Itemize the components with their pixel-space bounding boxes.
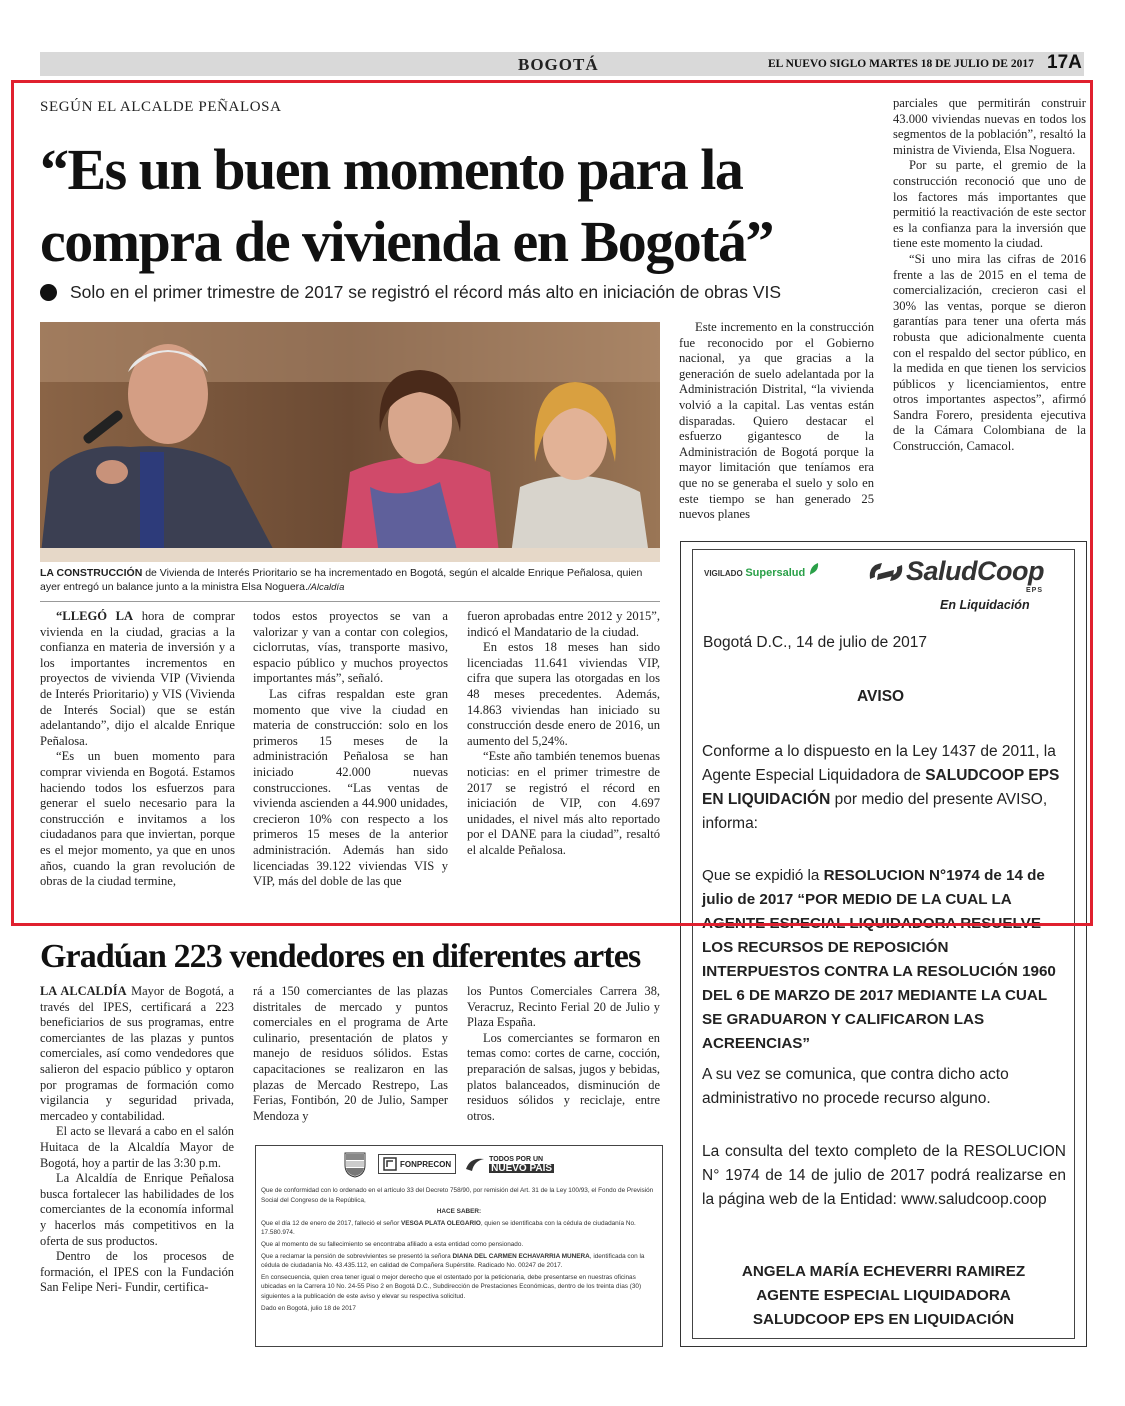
edict-p4 (261, 1252, 657, 1271)
saludcoop-eps: EPS (1026, 587, 1044, 594)
article1-lede: “LLEGÓ LA (56, 609, 134, 623)
article1-col3-p2: En estos 18 meses han sido licenciadas 11.641 viviendas VIP, cifra que supera las otorgadas en los 48 meses precedentes. Además, 14.863 viviendas han iniciado su construcción desde enero de 2016, un aumento del 5,24%. (467, 640, 660, 748)
saludcoop-subtitle: En Liquidación (940, 598, 1030, 612)
lead-text: Solo en el primer trimestre de 2017 se registró el récord más alto en iniciación de obras VIS (70, 282, 782, 302)
edict-p2-b: VESGA PLATA OLEGARIO (400, 1219, 481, 1227)
nuevo-pais-bottom: NUEVO PAÍS (491, 1163, 553, 1174)
edict-p4-c: , identificada con la cédula de ciudadanía No. 43.435.112, en calidad de Compañera Supérstite. Radicado No. 00247 de 2017. (261, 1252, 645, 1270)
article1-col3-p3: “Este año también tenemos buenas noticias: en el primer trimestre de 2017 se registró el récord en iniciación de VIP, con 4.697 unidades, el nivel más alto reportado por el DANE para la ciudad”, resaltó el alcalde Peñalosa. (467, 749, 660, 857)
article1-column-5 (893, 96, 1086, 455)
article1-col1-p1: hora de comprar vivienda en la ciudad, gracias a la confianza en materia de inversión y a los importantes incrementos en proyectos de vivienda VIP (Vivienda de Interés Prioritario) y VIS (Vivienda de Interés Social) que se están adelantando”, dijo el alcalde Enrique Peñalosa. (40, 609, 236, 748)
vigilado-text: VIGILADO (704, 569, 743, 578)
bullet-icon (40, 284, 57, 301)
notice-signature (692, 1260, 1075, 1332)
caption-bold: LA CONSTRUCCIÓN (40, 567, 143, 579)
caption-credit: /Alcaldía (307, 582, 345, 593)
edict-p4-b: DIANA DEL CARMEN ECHAVARRIA MUNERA (452, 1252, 590, 1260)
page-number: 17A (1047, 52, 1082, 73)
article1-col3-p1: fueron aprobadas entre 2012 y 2015”, indicó el Mandatario de la ciudad. (467, 609, 660, 639)
edict-p2-c: , quien se identificaba con la cédula de ciudadanía No. 17.580.974. (261, 1219, 636, 1237)
article1-column-1 (40, 609, 235, 890)
article-headline (40, 134, 870, 278)
todos-por-un-nuevo-pais-logo (464, 1155, 554, 1173)
caption-divider (40, 601, 660, 602)
notice-paragraph-1 (702, 740, 1066, 836)
edict-p2 (261, 1219, 657, 1238)
notice-p1-c: por medio del presente AVISO, informa: (702, 791, 1048, 832)
article2-headline: Gradúan 223 vendedores en diferentes artes (40, 938, 641, 975)
article1-col5-p2: Por su parte, el gremio de la construcción reconoció que uno de los factores más importantes que permitió la reactivación de este sector es la confianza para la inversión que tiene este momento la ciudad. (893, 158, 1086, 251)
fonprecon-text: FONPRECON (400, 1159, 452, 1169)
publication-info: EL NUEVO SIGLO MARTES 18 DE JULIO DE 2017 (768, 58, 1034, 70)
notice-date: Bogotá D.C., 14 de julio de 2017 (703, 634, 928, 651)
article-photo (40, 322, 660, 562)
edict-p6: Dado en Bogotá, julio 18 de 2017 (261, 1304, 356, 1312)
article2-column-3 (467, 984, 660, 1124)
headline-line-1: “Es un buen momento para la (40, 137, 743, 202)
notice-p1-a: Conforme a lo dispuesto en la Ley 1437 de 2011, la Agente Especial Liquidadora de (702, 743, 1056, 784)
vigilado-label (704, 562, 820, 579)
article2-column-1 (40, 984, 234, 1296)
notice-p2-b: RESOLUCION N°1974 de 14 de julio de 2017 “POR MEDIO DE LA CUAL LA AGENTE ESPECIAL LIQUIDADORA RESUELVE LOS RECURSOS DE REPOSICIÓN INTERPUESTOS CONTRA LA RESOLUCIÓN 1960 DEL 6 DE MARZO DE 2017 MEDIANTE LA CUAL SE GRADUARON Y CALIFICARON LAS ACREENCIAS” (702, 867, 1056, 1052)
edict-logos (340, 1149, 554, 1179)
article2-lede: LA ALCALDÍA (40, 984, 127, 998)
saludcoop-logo-text: SaludCoop (906, 556, 1044, 586)
signature-entity: SALUDCOOP EPS EN LIQUIDACIÓN (752, 1311, 1015, 1328)
article1-col5-p1: parciales que permitirán construir 43.000 viviendas nuevas en todos los segmentos de la población”, resaltó la ministra de Vivienda, Elsa Noguera. (893, 96, 1086, 157)
article1-col4-p1: Este incremento en la construcción fue reconocido por el Gobierno nacional, ya que gracias a la generación de suelo adelantada por la Administración Distrital, “la vivienda volvió a la capital. Las ventas están disparadas. Quiero destacar el esfuerzo gigantesco de la Administración de Bogotá porque la mayor limitación que teníamos era que no se generaba el suelo y solo en este tiempo se han generado 25 nuevos planes (679, 320, 874, 522)
article2-column-2 (253, 984, 448, 1124)
saludcoop-logo (866, 556, 1044, 587)
article1-column-4 (679, 320, 874, 523)
article1-col1-p2: “Es un buen momento para comprar vivienda en Bogotá. Estamos haciendo todos los esfuerzos para generar el suelo necesario para la construcción e invitamos a los ciudadanos para que inviertan, porque es el mejor momento, ya que en unos años, cuando la gran revolución de obras de la ciudad termine, (40, 749, 235, 889)
notice-p2-a: Que se expidió la (702, 867, 824, 884)
colombia-coat-of-arms-icon (340, 1149, 370, 1179)
nuevo-pais-top: TODOS POR UN (489, 1156, 544, 1163)
article2-col2-p1: rá a 150 comerciantes de las plazas distritales de mercado y puntos comerciales en el programa de Arte culinario, presentación de platos y manejo de residuos sólidos. Estas capacitaciones se realizaron en las plazas de Mercado Restrepo, Las Ferias, Fontibón, 20 de Julio, Samper Mendoza y (253, 984, 448, 1123)
article-kicker: SEGÚN EL ALCALDE PEÑALOSA (40, 99, 282, 115)
article2-col3-p2: Los comerciantes se formaron en temas como: cortes de carne, cocción, preparación de salsas, jugos y bebidas, platos balanceados, disminución de residuos sólidos y reciclaje, entre otros. (467, 1030, 660, 1123)
article1-col2-p1: todos estos proyectos se van a valorizar y van a contar con colegios, ciclorrutas, vías, transporte masivo, espacio público y muchos proyectos importantes más”, señaló. (253, 609, 448, 686)
article2-col1-p1: Mayor de Bogotá, a través del IPES, certificará a 223 beneficiarios de sus programas, entre comerciantes de las plazas y puntos comerciales, así como vendedores que salieron del espacio público y optaron por programas de formación como vigilancia y seguridad privada, mercadeo y contabilidad. (40, 984, 234, 1123)
supersalud-text: Supersalud (745, 567, 806, 579)
press-conference-photo (40, 322, 660, 562)
edict-p3: Que al momento de su fallecimiento se encontraba afiliado a esta entidad como pensionado. (261, 1240, 524, 1248)
headline-line-2: compra de vivienda en Bogotá” (40, 209, 774, 274)
signature-name: ANGELA MARÍA ECHEVERRI RAMIREZ (741, 1263, 1026, 1280)
saludcoop-logo-icon (866, 557, 906, 587)
edict-p4-a: Que a reclamar la pensión de sobrevivientes se presentó la señora (261, 1252, 453, 1260)
notice-title: AVISO (857, 688, 905, 705)
edict-title: HACE SABER: (436, 1208, 482, 1216)
fonprecon-icon (383, 1157, 397, 1171)
fonprecon-logo (378, 1154, 456, 1174)
photo-caption (40, 566, 660, 595)
article1-col5-p3: “Si uno mira las cifras de 2016 frente a las de 2015 en el tema de comercialización, crecieron casi el 30% las ventas, porque se dieron garantías para tener una oferta más robusta que adicionalmente cuenta con el respaldo del sector público, en la medida en que tienen los servicios públicos y licenciamientos, entre otros importantes aspectos”, afirmó Sandra Forero, presidenta ejecutiva de la Cámara Colombiana de la Construcción, Camacol. (893, 251, 1086, 454)
article1-column-2 (253, 609, 448, 890)
article2-col1-p3: La Alcaldía de Enrique Peñalosa busca fortalecer las habilidades de los comerciantes de la economía informal y hacerlos más competitivos en la oferta de sus productos. (40, 1171, 234, 1248)
edict-p5: En consecuencia, quien crea tener igual o mejor derecho que el ostentado por la peticionaria, debe presentarse en nuestras oficinas ubicadas en la Carrera 10 No. 24-55 Piso 2 en Bogotá D.C., Subdirección de Prestaciones Económicas, dentro de los treinta días (30) siguientes a la publicación de este aviso y elevar su respectiva solicitud. (261, 1273, 642, 1300)
notice-paragraph-3: A su vez se comunica, que contra dicho acto administrativo no procede recurso alguno. (702, 1066, 1009, 1107)
caption-text: de Vivienda de Interés Prioritario se ha incrementado en Bogotá, según el alcalde Enrique Peñalosa, quien ayer entregó un balance junto a la ministra Elsa Noguera. (40, 567, 643, 593)
article-lead (40, 282, 880, 303)
article2-col3-p1: los Puntos Comerciales Carrera 38, Veracruz, Recinto Ferial 20 de Julio y Plaza España. (467, 984, 660, 1030)
article1-paragraph (40, 609, 235, 749)
article2-paragraph (40, 984, 234, 1124)
notice-p1-b: SALUDCOOP EPS EN LIQUIDACIÓN (702, 767, 1060, 808)
article1-col2-p2: Las cifras respaldan este gran momento que vive la ciudad en materia de construcción: solo en los primeros 15 meses de la administración Peñalosa se han iniciado 42.000 nuevas construcciones. “Las ventas de vivienda ascienden a 44.900 unidades, crecieron 10% con respecto a los primeros 15 meses de la anterior administración. Además han sido licenciadas 39.122 viviendas VIS y VIP, más del doble de las que (253, 686, 448, 889)
signature-role: AGENTE ESPECIAL LIQUIDADORA (756, 1287, 1011, 1304)
notice-paragraph-4: La consulta del texto completo de la RESOLUCION N° 1974 de 14 de julio de 2017 podrá realizarse en la página web de la Entidad: www.saludcoop.coop (702, 1143, 1066, 1208)
article2-col1-p4: Dentro de los procesos de formación, el IPES con la Fundación San Felipe Neri- Fundir, certifica- (40, 1249, 234, 1295)
nuevo-pais-icon (464, 1155, 486, 1173)
edict-p2-a: Que el día 12 de enero de 2017, falleció el señor (261, 1219, 401, 1227)
article1-column-3 (467, 609, 660, 859)
section-name: BOGOTÁ (518, 55, 599, 74)
notice-paragraph-2 (702, 864, 1066, 1056)
edict-p1: Que de conformidad con lo ordenado en el artículo 33 del Decreto 758/90, por remisión del Art. 31 de la Ley 100/93, el Fondo de Previsión Social del Congreso de la República, (261, 1187, 654, 1204)
article2-col1-p2: El acto se llevará a cabo en el salón Huitaca de la Alcaldía Mayor de Bogotá, hoy a partir de las 3:30 p.m. (40, 1124, 234, 1170)
supersalud-leaf-icon (808, 562, 820, 576)
edict-text (261, 1186, 657, 1315)
